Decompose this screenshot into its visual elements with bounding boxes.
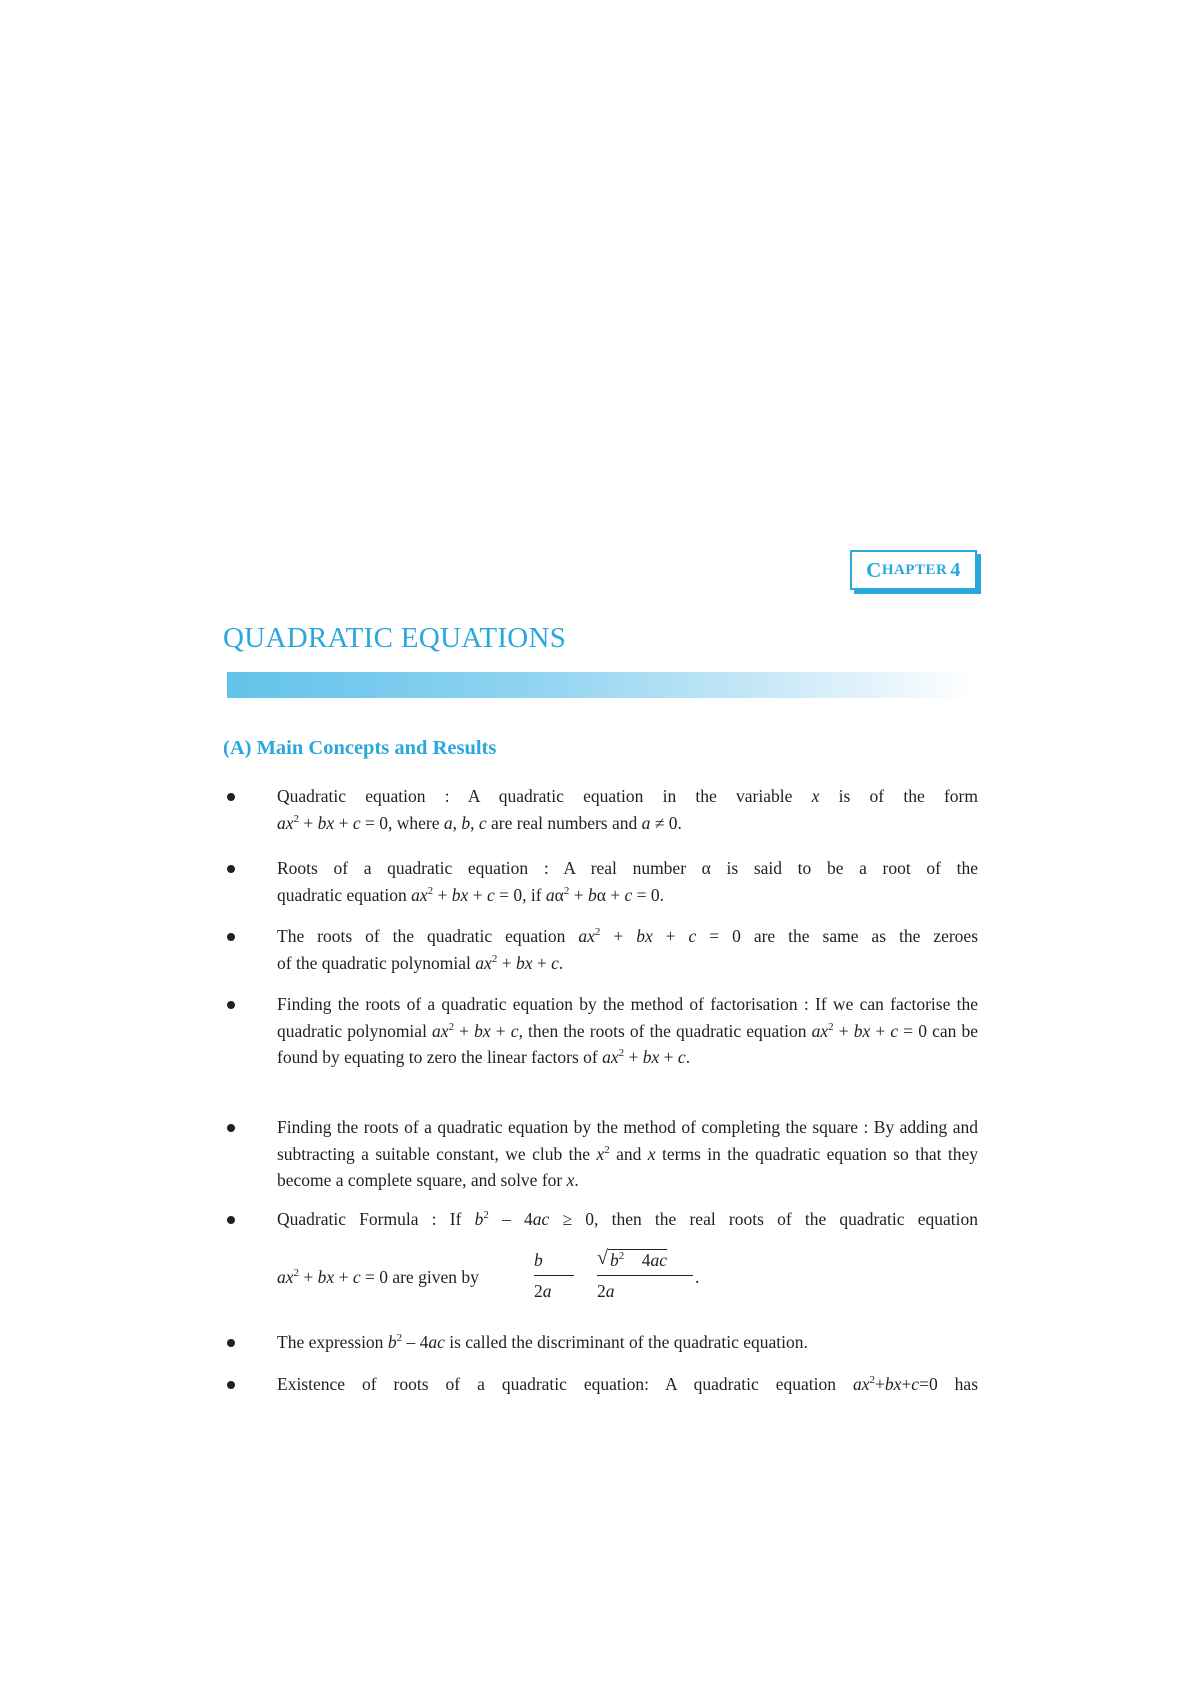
chapter-label-initial: C	[866, 557, 882, 582]
title-underline-bar	[227, 672, 975, 698]
formula-lead-text: $ax^2$ + bx + c = 0 are given by	[277, 1266, 479, 1287]
item-text-line2: of the quadratic polynomial $ax^2$ + bx + c.	[277, 952, 564, 973]
formula-fraction-2	[597, 1247, 693, 1305]
item-text: Existence of roots of a quadratic equation: A quadratic equation $ax^2+bx+c=0$ has	[277, 1374, 978, 1394]
item-text: Quadratic Formula : If $b^2 - 4ac \ge 0$, then the real roots of the quadratic equation	[277, 1209, 978, 1229]
list-item	[277, 1206, 978, 1299]
item-text-line2: $ax^2$ + bx + c = 0, where a, b, c are real numbers and a ≠ 0.	[277, 812, 682, 833]
item-text: Roots of a quadratic equation : A real number α is said to be a root of the	[277, 858, 978, 878]
fraction-2-bar	[597, 1275, 693, 1276]
item-text: The roots of the quadratic equation $ax^2$ + bx + c = 0 are the same as the zeroes	[277, 926, 979, 946]
list-item	[277, 1329, 978, 1356]
list-item	[277, 1114, 978, 1194]
fraction-2-numerator: √ $b^2$ 4ac	[597, 1246, 668, 1270]
chapter-label-rest: HAPTER	[881, 561, 948, 578]
fraction-1-numerator: b	[534, 1249, 543, 1270]
list-item	[277, 855, 978, 908]
formula-fraction-1	[534, 1247, 574, 1305]
item-text: Finding the roots of a quadratic equation by the method of completing the square : By adding and subtracting a suitable constant, we club the $x^2$ and x terms in the quadratic equation so that they become a complete square, and solve for x.	[277, 1117, 978, 1190]
section-heading: (A) Main Concepts and Results	[223, 737, 497, 759]
square-root-icon: √	[597, 1246, 608, 1269]
item-text: The expression $b^2 - 4ac$ is called the discriminant of the quadratic equation.	[277, 1332, 808, 1352]
fraction-2-denominator: 2a	[597, 1280, 615, 1301]
chapter-badge	[850, 550, 977, 590]
fraction-1-denominator: 2a	[534, 1280, 552, 1301]
list-item	[277, 923, 978, 976]
page-title: QUADRATIC EQUATIONS	[223, 622, 567, 654]
item-text: Finding the roots of a quadratic equation by the method of factorisation : If we can factorise the quadratic polynomial $ax^2$ + bx + c, then the roots of the quadratic equation $ax^2$ + bx + c = 0 can be found by equating to zero the linear factors of $ax^2$ + bx + c.	[277, 994, 979, 1067]
chapter-number: 4	[950, 558, 961, 581]
list-item	[277, 783, 978, 836]
formula-end-period: .	[695, 1266, 700, 1287]
list-item	[277, 1371, 978, 1398]
quadratic-formula	[277, 1241, 978, 1299]
item-text-line2: quadratic equation $ax^2$ + bx + c = 0, if $a\alpha^2 + b\alpha + c = 0$.	[277, 884, 665, 905]
list-item	[277, 991, 978, 1071]
item-text: Quadratic equation : A quadratic equation in the variable x is of the form	[277, 786, 979, 806]
fraction-1-bar	[534, 1275, 574, 1276]
